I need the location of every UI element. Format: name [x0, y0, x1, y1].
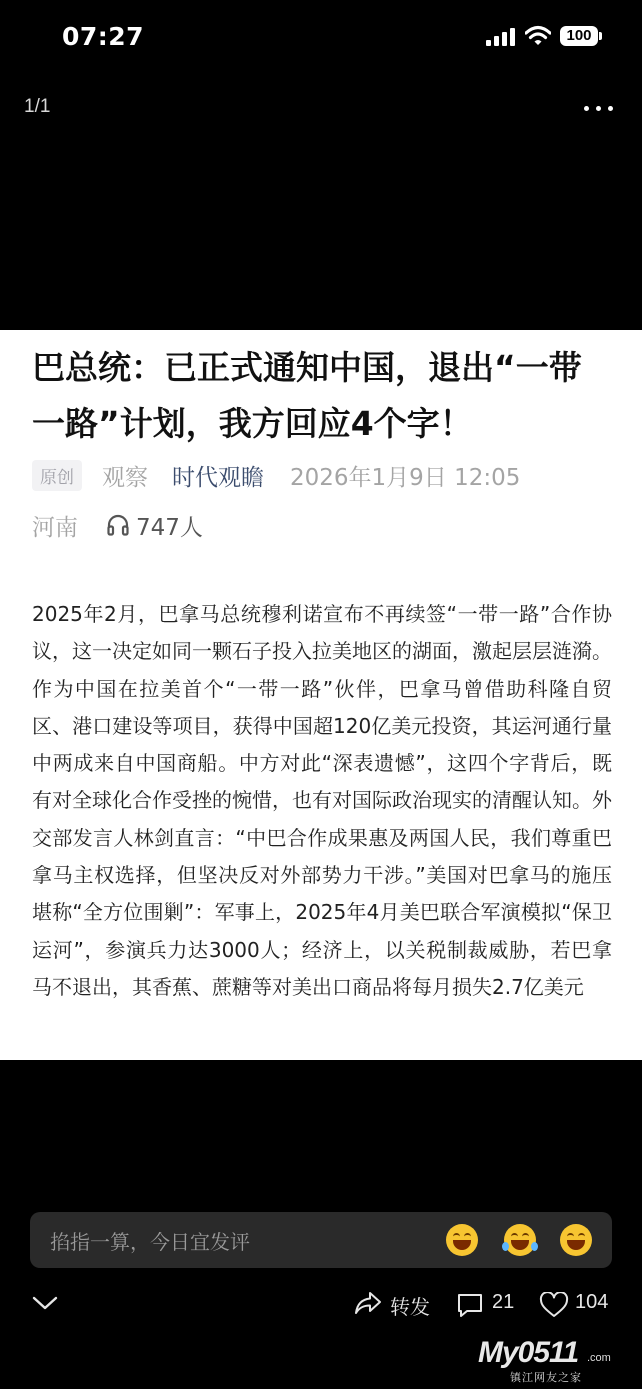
- article-category: 观察: [102, 464, 148, 491]
- viewer-topbar: [0, 90, 642, 126]
- article-title: 巴总统：已正式通知中国，退出“一带一路”计划，我方回应4个字！: [32, 348, 582, 443]
- article-date: 2026年1月9日 12:05: [290, 464, 521, 491]
- article-author[interactable]: 时代观瞻: [172, 464, 264, 491]
- comment-input[interactable]: [30, 1212, 612, 1268]
- signal-icon: [486, 28, 516, 46]
- headphones-icon[interactable]: [106, 513, 130, 537]
- article-body: 2025年2月，巴拿马总统穆利诺宣布不再续签“一带一路”合作协议，这一决定如同一颗石子投入拉美地区的湖面，激起层层涟漪。 作为中国在拉美首个“一带一路”伙伴，巴拿马曾借助科隆自贸区、港口建设等项目，获得中国超120亿美元投资，其运河通行量中两成来自中国商船。中方对此“深表遗憾”，这四个字背后，既有对全球化合作受挫的惋惜，也有对国际政治现实的清醒认知。外交部发言人林剑直言：“中巴合作成果惠及两国人民，我们尊重巴拿马主权选择，但坚决反对外部势力干涉。”美国对巴拿马的施压堪称“全方位围剿”：军事上，2025年4月美巴联合军演模拟“保卫运河”，参演兵力达3000人；经济上，以关税制裁威胁，若巴拿马不退出，其香蕉、蔗糖等对美出口商品将每月损失2.7亿美元: [32, 602, 612, 999]
- status-time: 07:27: [62, 22, 145, 51]
- watermark-logo: [478, 1336, 628, 1382]
- comment-placeholder: 掐指一算，今日宜发评: [50, 1230, 250, 1254]
- share-icon[interactable]: [354, 1290, 382, 1316]
- status-bar: [0, 0, 642, 72]
- listen-count[interactable]: 747人: [136, 514, 203, 541]
- chevron-down-icon[interactable]: [32, 1294, 58, 1312]
- wifi-icon: [525, 25, 551, 47]
- article-meta: [32, 458, 520, 492]
- share-button[interactable]: 转发: [390, 1295, 430, 1319]
- battery-icon: 100: [560, 26, 598, 46]
- watermark-subtitle: 镇江网友之家: [510, 1371, 582, 1384]
- original-badge: 原创: [32, 460, 82, 491]
- article-meta-secondary: [32, 508, 203, 542]
- battery-tip: [599, 32, 602, 40]
- watermark-domain: .com: [587, 1352, 611, 1364]
- comment-icon[interactable]: [456, 1292, 484, 1318]
- page-counter: 1/1: [24, 96, 51, 117]
- watermark-brand: My0511: [478, 1336, 579, 1369]
- like-count[interactable]: 104: [575, 1291, 609, 1313]
- heart-icon[interactable]: [539, 1292, 569, 1318]
- article-card: [0, 330, 642, 1060]
- article-location: 河南: [32, 514, 78, 541]
- bottom-action-bar: [0, 1282, 642, 1326]
- comment-count[interactable]: 21: [492, 1291, 515, 1313]
- laugh-emoji-icon[interactable]: [560, 1224, 592, 1256]
- grin-emoji-icon[interactable]: [446, 1224, 478, 1256]
- more-icon[interactable]: [582, 96, 616, 120]
- laugh-cry-emoji-icon[interactable]: [504, 1224, 536, 1256]
